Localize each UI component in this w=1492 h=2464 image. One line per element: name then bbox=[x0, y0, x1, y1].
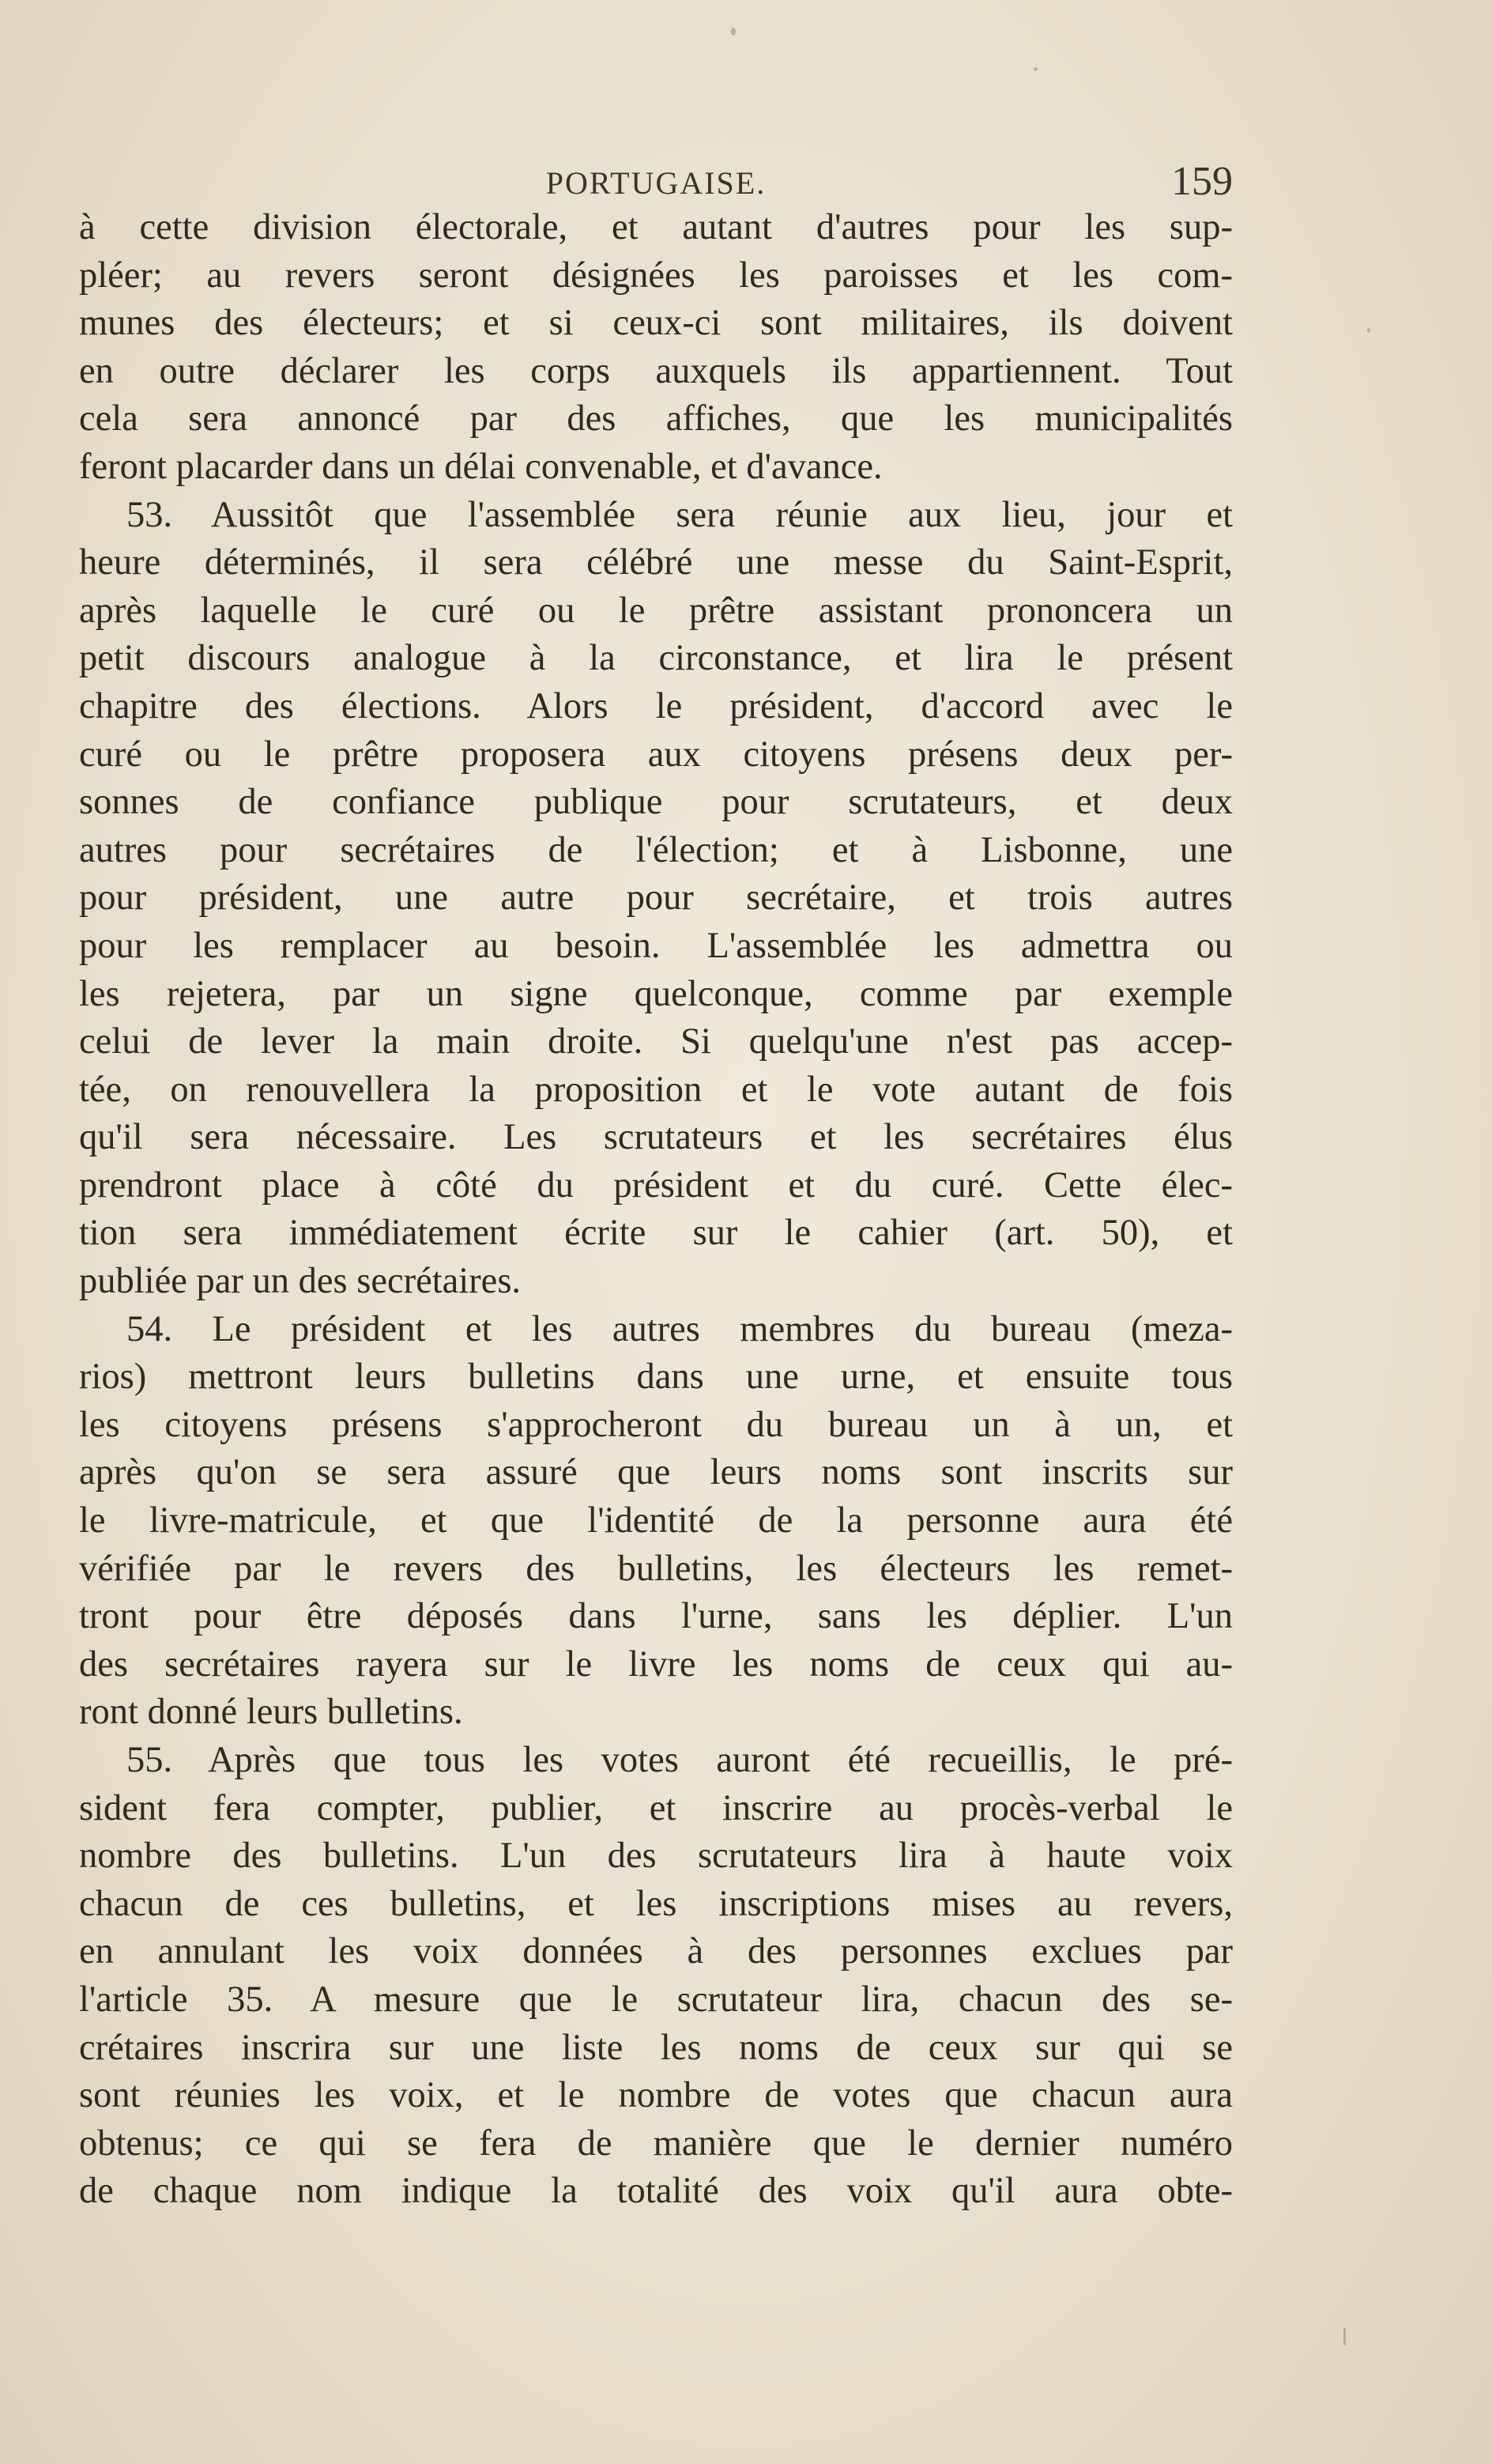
text-line: vérifiée par le revers des bulletins, les électeurs les remet- bbox=[79, 1548, 1233, 1589]
text-line: tront pour être déposés dans l'urne, sans les déplier. L'un bbox=[79, 1596, 1233, 1637]
text-line: sident fera compter, publier, et inscrire au procès-verbal le bbox=[79, 1787, 1233, 1828]
text-line: nombre des bulletins. L'un des scrutateurs lira à haute voix bbox=[79, 1836, 1233, 1877]
paragraph-53-start: 53. Aussitôt que l'assemblée sera réunie aux lieu, jour et bbox=[126, 494, 1233, 535]
text-line: le livre-matricule, et que l'identité de la personne aura été bbox=[79, 1500, 1233, 1541]
text-line: tion sera immédiatement écrite sur le cahier (art. 50), et bbox=[79, 1213, 1233, 1254]
text-line: curé ou le prêtre proposera aux citoyens présens deux per- bbox=[79, 734, 1233, 775]
text-line: en annulant les voix données à des personnes exclues par bbox=[79, 1931, 1233, 1972]
text-line: chacun de ces bulletins, et les inscriptions mises au revers, bbox=[79, 1883, 1233, 1924]
text-line: sont réunies les voix, et le nombre de votes que chacun aura bbox=[79, 2075, 1233, 2116]
text-line: l'article 35. A mesure que le scrutateur lira, chacun des se- bbox=[79, 1979, 1233, 2020]
text-line: celui de lever la main droite. Si quelqu'une n'est pas accep- bbox=[79, 1021, 1233, 1062]
text-line: les rejetera, par un signe quelconque, comme par exemple bbox=[79, 973, 1233, 1014]
text-line: pour président, une autre pour secrétaire, et trois autres bbox=[79, 877, 1233, 919]
text-line: petit discours analogue à la circonstance, et lira le présent bbox=[79, 638, 1233, 679]
paper-speck bbox=[1034, 67, 1038, 71]
paper-speck bbox=[1367, 328, 1370, 333]
text-line: des secrétaires rayera sur le livre les noms de ceux qui au- bbox=[79, 1643, 1233, 1685]
text-line: ront donné leurs bulletins. bbox=[79, 1692, 463, 1733]
body-text bbox=[79, 204, 1233, 2216]
text-line: de chaque nom indique la totalité des voix qu'il aura obte- bbox=[79, 2171, 1233, 2212]
text-line: feront placarder dans un délai convenable, et d'avance. bbox=[79, 446, 883, 487]
text-line: heure déterminés, il sera célébré une messe du Saint-Esprit, bbox=[79, 542, 1233, 583]
text-line: prendront place à côté du président et du curé. Cette élec- bbox=[79, 1164, 1233, 1206]
text-line: crétaires inscrira sur une liste les noms de ceux sur qui se bbox=[79, 2027, 1233, 2068]
text-line: autres pour secrétaires de l'élection; et à Lisbonne, une bbox=[79, 829, 1233, 870]
page-number: 159 bbox=[1171, 159, 1233, 204]
text-line: qu'il sera nécessaire. Les scrutateurs et les secrétaires élus bbox=[79, 1117, 1233, 1158]
text-line: chapitre des élections. Alors le président, d'accord avec le bbox=[79, 685, 1233, 726]
text-line: obtenus; ce qui se fera de manière que le dernier numéro bbox=[79, 2123, 1233, 2164]
text-line: les citoyens présens s'approcheront du bureau un à un, et bbox=[79, 1404, 1233, 1445]
text-line: munes des électeurs; et si ceux-ci sont militaires, ils doivent bbox=[79, 303, 1233, 344]
text-line: tée, on renouvellera la proposition et le vote autant de fois bbox=[79, 1069, 1233, 1110]
text-line: publiée par un des secrétaires. bbox=[79, 1261, 522, 1302]
paper-speck bbox=[731, 28, 736, 36]
running-head bbox=[79, 158, 1233, 206]
text-line: après laquelle le curé ou le prêtre assistant prononcera un bbox=[79, 590, 1233, 631]
text-line: rios) mettront leurs bulletins dans une urne, et ensuite tous bbox=[79, 1357, 1233, 1398]
paper-speck bbox=[1343, 2328, 1346, 2345]
text-line: cela sera annoncé par des affiches, que les municipalités bbox=[79, 398, 1233, 440]
paragraph-54-start: 54. Le président et les autres membres du bureau (meza- bbox=[126, 1308, 1233, 1349]
text-line: sonnes de confiance publique pour scrutateurs, et deux bbox=[79, 782, 1233, 823]
running-title: PORTUGAISE. bbox=[545, 165, 767, 201]
text-line: après qu'on se sera assuré que leurs noms sont inscrits sur bbox=[79, 1452, 1233, 1493]
text-line: pour les remplacer au besoin. L'assemblée les admettra ou bbox=[79, 925, 1233, 966]
text-line: pléer; au revers seront désignées les paroisses et les com- bbox=[79, 255, 1233, 296]
paragraph-55-start: 55. Après que tous les votes auront été recueillis, le pré- bbox=[126, 1740, 1233, 1780]
text-line: en outre déclarer les corps auxquels ils appartiennent. Tout bbox=[79, 350, 1233, 391]
text-line: à cette division électorale, et autant d'autres pour les sup- bbox=[79, 207, 1233, 247]
